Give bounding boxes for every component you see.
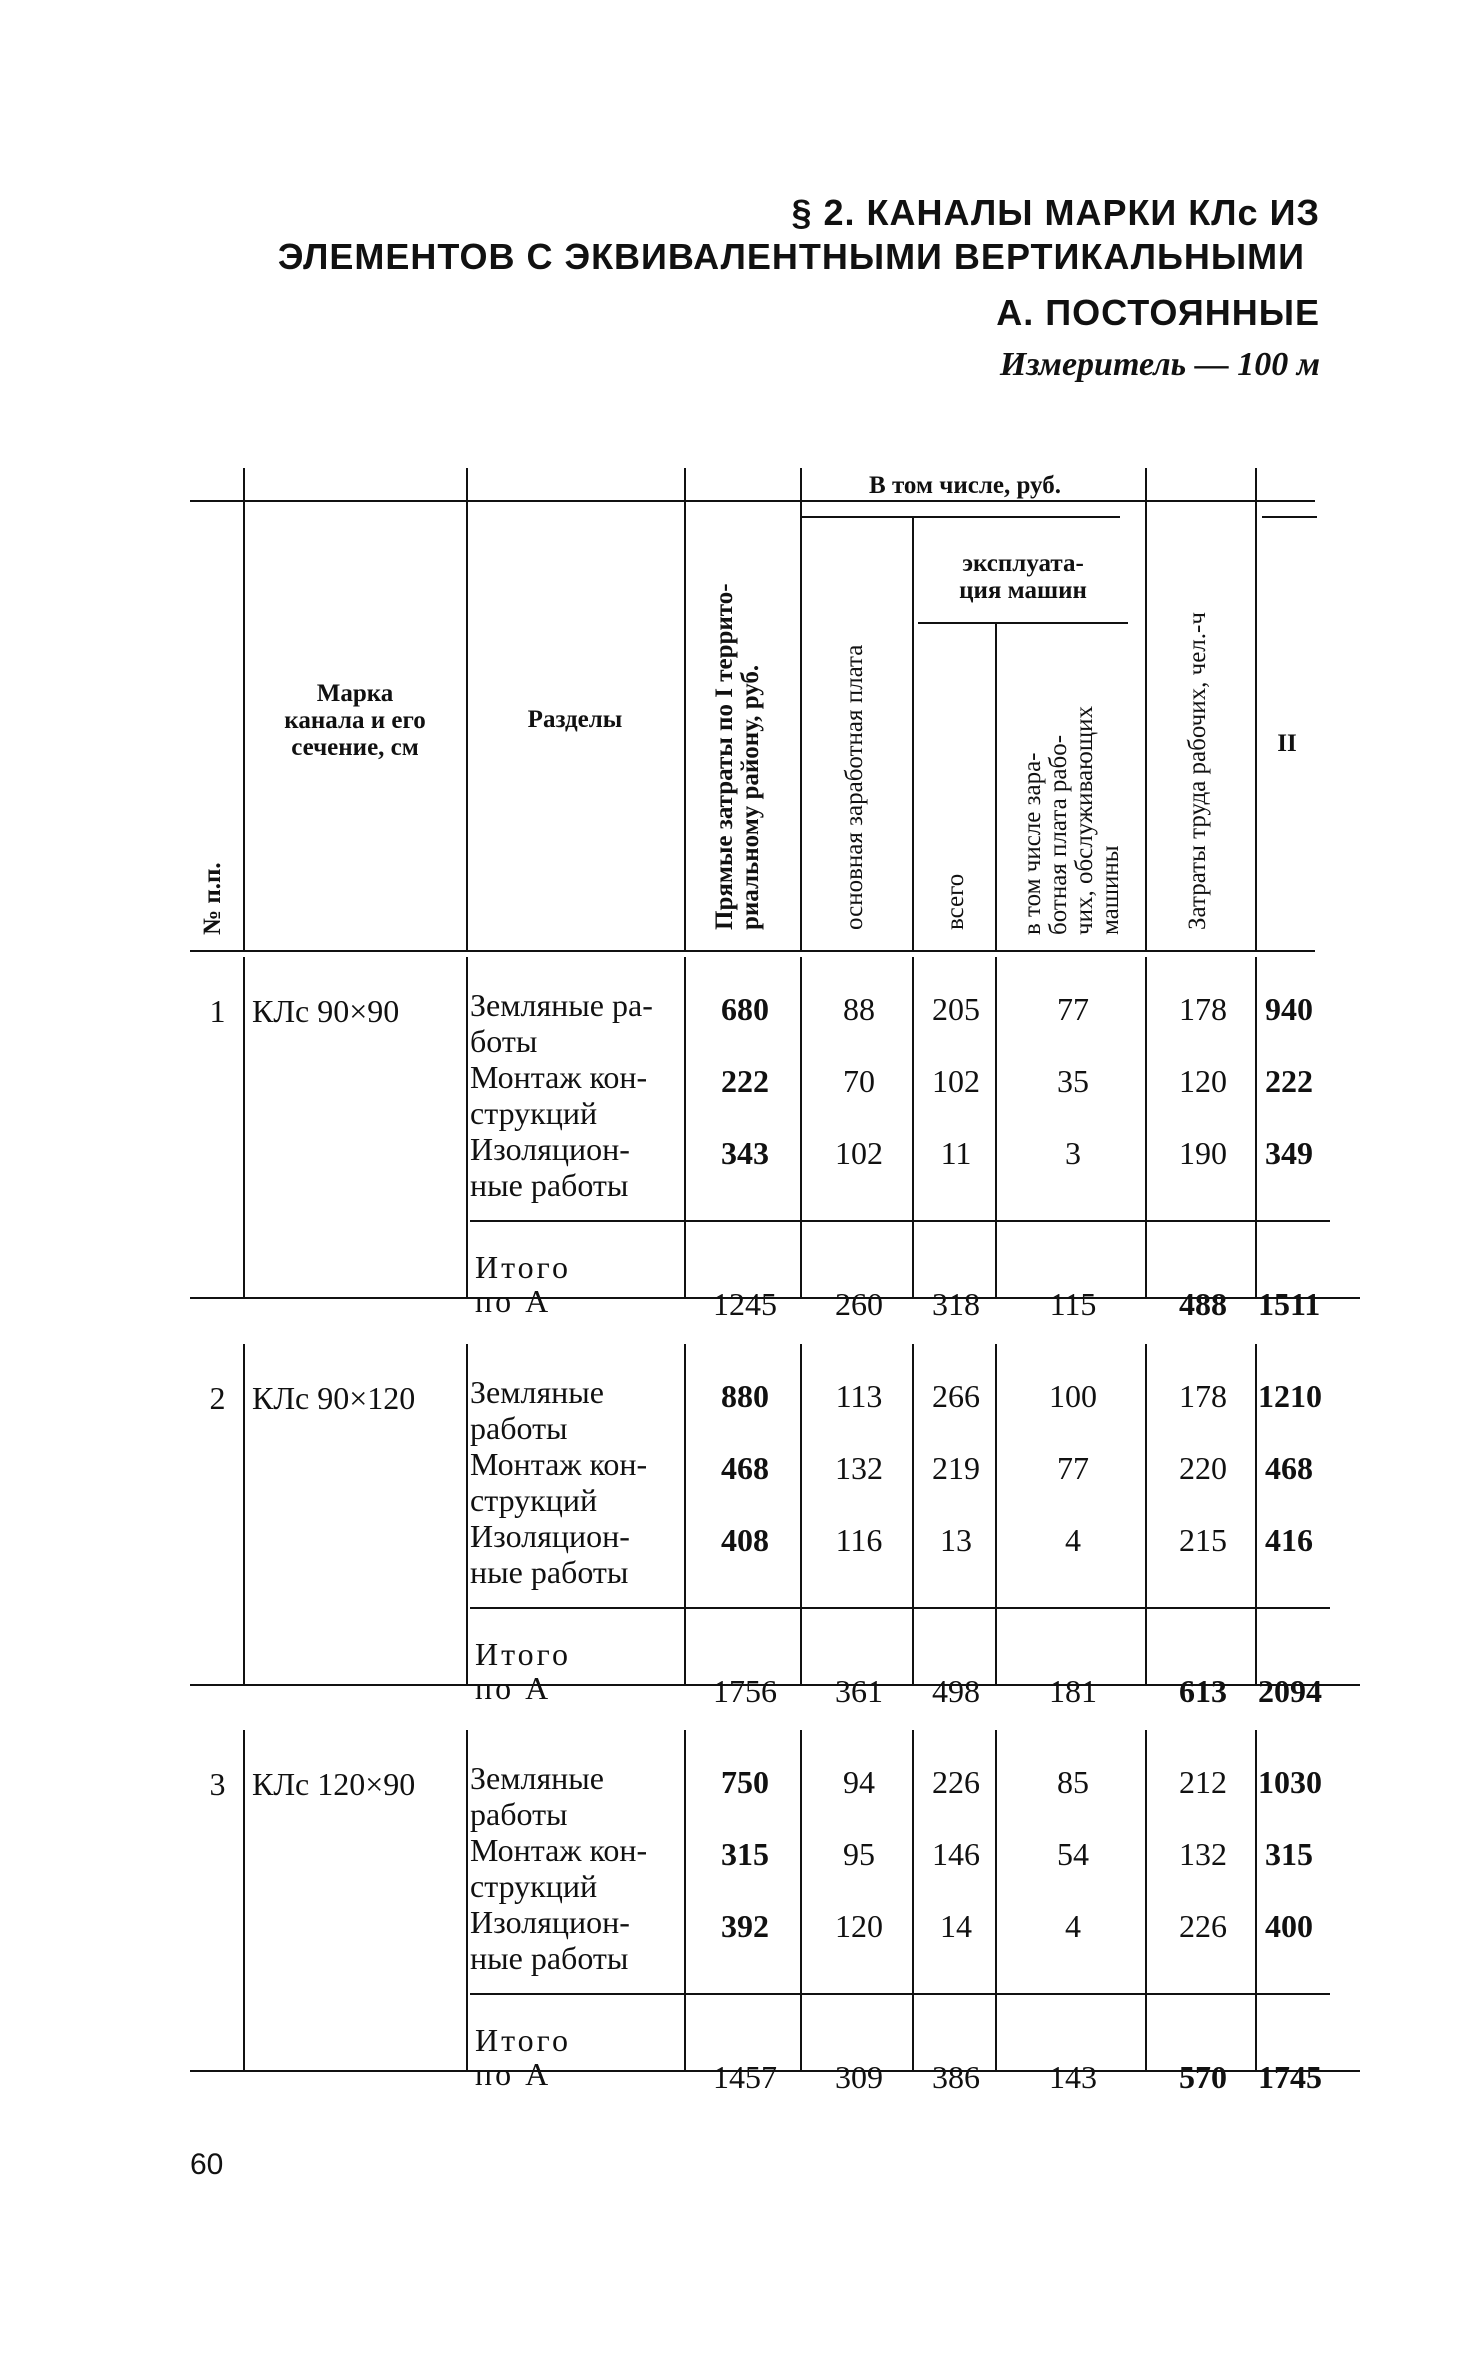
wage-value: 70 <box>843 1063 875 1099</box>
wage-value: 88 <box>843 991 875 1027</box>
total-mwage-value: 143 <box>1049 2059 1097 2095</box>
col-divider <box>800 1730 802 2070</box>
col-header-section: Разделы <box>527 706 623 733</box>
mtotal-value: 14 <box>940 1908 972 1944</box>
total-wage-value: 260 <box>835 1286 883 1322</box>
col-divider <box>466 1344 468 1684</box>
col-divider <box>466 1730 468 2070</box>
section-label: Земляные ра- боты <box>470 987 653 1059</box>
wage-value: 116 <box>835 1522 883 1558</box>
canal-mark: КЛс 90×90 <box>252 993 400 1029</box>
col-divider <box>243 1344 245 1684</box>
mwage-value: 100 <box>1049 1378 1097 1414</box>
extra-value: 940 <box>1265 991 1313 1027</box>
total-wage-value: 309 <box>835 2059 883 2095</box>
total-mwage-value: 181 <box>1049 1673 1097 1709</box>
wage-value: 120 <box>835 1908 883 1944</box>
mwage-value: 4 <box>1065 1908 1081 1944</box>
wage-value: 132 <box>835 1450 883 1486</box>
labor-value: 132 <box>1179 1836 1227 1872</box>
direct-value: 468 <box>721 1450 769 1486</box>
canal-mark: КЛс 120×90 <box>252 1766 416 1802</box>
section-title-line-2: ЭЛЕМЕНТОВ С ЭКВИВАЛЕНТНЫМИ ВЕРТИКАЛЬНЫМИ <box>277 236 1305 277</box>
total-label: Итого по А <box>475 2022 571 2092</box>
section-label: Земляные работы <box>470 1760 604 1832</box>
col-header-including: В том числе, руб. <box>869 472 1061 499</box>
labor-value: 220 <box>1179 1450 1227 1486</box>
direct-value: 408 <box>721 1522 769 1558</box>
row-number: 2 <box>209 1380 226 1416</box>
mtotal-value: 226 <box>932 1764 980 1800</box>
mtotal-value: 219 <box>932 1450 980 1486</box>
direct-value: 343 <box>721 1135 769 1171</box>
mtotal-value: 146 <box>932 1836 980 1872</box>
col-header-machines: эксплуата- ция машин <box>959 550 1087 604</box>
total-top-rule <box>470 1607 1330 1609</box>
row-number: 3 <box>209 1766 226 1802</box>
direct-value: 680 <box>721 991 769 1027</box>
extra-value: 349 <box>1265 1135 1313 1171</box>
total-extra-value: 1511 <box>1258 1286 1321 1322</box>
extra-value: 1210 <box>1258 1378 1322 1414</box>
wage-value: 113 <box>835 1378 883 1414</box>
col-divider <box>995 622 997 950</box>
extra-value: 416 <box>1265 1522 1313 1558</box>
section-label: Изоляцион- ные работы <box>470 1904 630 1976</box>
extra-rule <box>1262 516 1317 518</box>
labor-value: 215 <box>1179 1522 1227 1558</box>
total-extra-value: 1745 <box>1258 2059 1322 2095</box>
labor-value: 226 <box>1179 1908 1227 1944</box>
col-divider <box>684 468 686 950</box>
col-divider <box>243 1730 245 2070</box>
col-divider <box>243 957 245 1297</box>
direct-value: 750 <box>721 1764 769 1800</box>
col-header-num: № п.п. <box>199 862 226 935</box>
section-label: Монтаж кон- струкций <box>470 1832 648 1904</box>
labor-value: 178 <box>1179 991 1227 1027</box>
total-mtotal-value: 318 <box>932 1286 980 1322</box>
total-wage-value: 361 <box>835 1673 883 1709</box>
page-number: 60 <box>190 2148 224 2181</box>
wage-value: 102 <box>835 1135 883 1171</box>
mtotal-value: 266 <box>932 1378 980 1414</box>
header-bottom-rule <box>190 950 1315 952</box>
mtotal-value: 102 <box>932 1063 980 1099</box>
section-label: Изоляцион- ные работы <box>470 1518 630 1590</box>
col-divider <box>912 516 914 950</box>
direct-value: 222 <box>721 1063 769 1099</box>
direct-value: 392 <box>721 1908 769 1944</box>
labor-value: 120 <box>1179 1063 1227 1099</box>
extra-value: 468 <box>1265 1450 1313 1486</box>
extra-value: 222 <box>1265 1063 1313 1099</box>
col-divider <box>800 1344 802 1684</box>
col-divider <box>1255 468 1257 950</box>
col-header-direct: Прямые затраты по I террито- риальному району, руб. <box>711 583 764 930</box>
direct-value: 315 <box>721 1836 769 1872</box>
direct-value: 880 <box>721 1378 769 1414</box>
including-rule <box>800 516 1120 518</box>
mwage-value: 35 <box>1057 1063 1089 1099</box>
mtotal-value: 13 <box>940 1522 972 1558</box>
total-labor-value: 613 <box>1179 1673 1227 1709</box>
col-divider <box>800 468 802 950</box>
section-label: Изоляцион- ные работы <box>470 1131 630 1203</box>
col-header-mark: Марка канала и его сечение, см <box>284 680 426 761</box>
mwage-value: 77 <box>1057 1450 1089 1486</box>
col-divider <box>1145 468 1147 950</box>
section-label: Монтаж кон- струкций <box>470 1446 648 1518</box>
total-mwage-value: 115 <box>1049 1286 1097 1322</box>
total-label: Итого по А <box>475 1636 571 1706</box>
col-divider <box>800 957 802 1297</box>
col-header-wage: основная заработная плата <box>841 644 868 930</box>
extra-value: 315 <box>1265 1836 1313 1872</box>
labor-value: 178 <box>1179 1378 1227 1414</box>
total-labor-value: 488 <box>1179 1286 1227 1322</box>
extra-value: 400 <box>1265 1908 1313 1944</box>
total-extra-value: 2094 <box>1258 1673 1322 1709</box>
row-number: 1 <box>209 993 226 1029</box>
wage-value: 95 <box>843 1836 875 1872</box>
mwage-value: 3 <box>1065 1135 1081 1171</box>
mwage-value: 77 <box>1057 991 1089 1027</box>
mwage-value: 4 <box>1065 1522 1081 1558</box>
col-divider <box>466 957 468 1297</box>
labor-value: 212 <box>1179 1764 1227 1800</box>
canal-mark: КЛс 90×120 <box>252 1380 416 1416</box>
mwage-value: 85 <box>1057 1764 1089 1800</box>
machines-rule <box>918 622 1128 624</box>
total-mtotal-value: 498 <box>932 1673 980 1709</box>
total-mtotal-value: 386 <box>932 2059 980 2095</box>
total-direct-value: 1457 <box>713 2059 777 2095</box>
section-subtitle: А. ПОСТОЯННЫЕ <box>996 292 1320 333</box>
mtotal-value: 11 <box>940 1135 972 1171</box>
col-header-machines-wage: в том числе зара- ботная плата рабо- чих, обслуживающих машины <box>1019 706 1124 935</box>
total-labor-value: 570 <box>1179 2059 1227 2095</box>
col-header-machines-total: всего <box>942 873 969 930</box>
col-divider <box>243 468 245 950</box>
total-top-rule <box>470 1220 1330 1222</box>
section-title-line-1: § 2. КАНАЛЫ МАРКИ КЛс ИЗ <box>791 192 1320 233</box>
total-label: Итого по А <box>475 1249 571 1319</box>
col-header-extra: II <box>1277 730 1297 757</box>
mwage-value: 54 <box>1057 1836 1089 1872</box>
measure-unit: Измеритель — 100 м <box>999 346 1320 383</box>
section-label: Монтаж кон- струкций <box>470 1059 648 1131</box>
col-header-labor: Затраты труда рабочих, чел.-ч <box>1184 612 1211 930</box>
total-direct-value: 1245 <box>713 1286 777 1322</box>
wage-value: 94 <box>843 1764 875 1800</box>
section-label: Земляные работы <box>470 1374 604 1446</box>
total-top-rule <box>470 1993 1330 1995</box>
total-direct-value: 1756 <box>713 1673 777 1709</box>
col-divider <box>466 468 468 950</box>
extra-value: 1030 <box>1258 1764 1322 1800</box>
labor-value: 190 <box>1179 1135 1227 1171</box>
mtotal-value: 205 <box>932 991 980 1027</box>
